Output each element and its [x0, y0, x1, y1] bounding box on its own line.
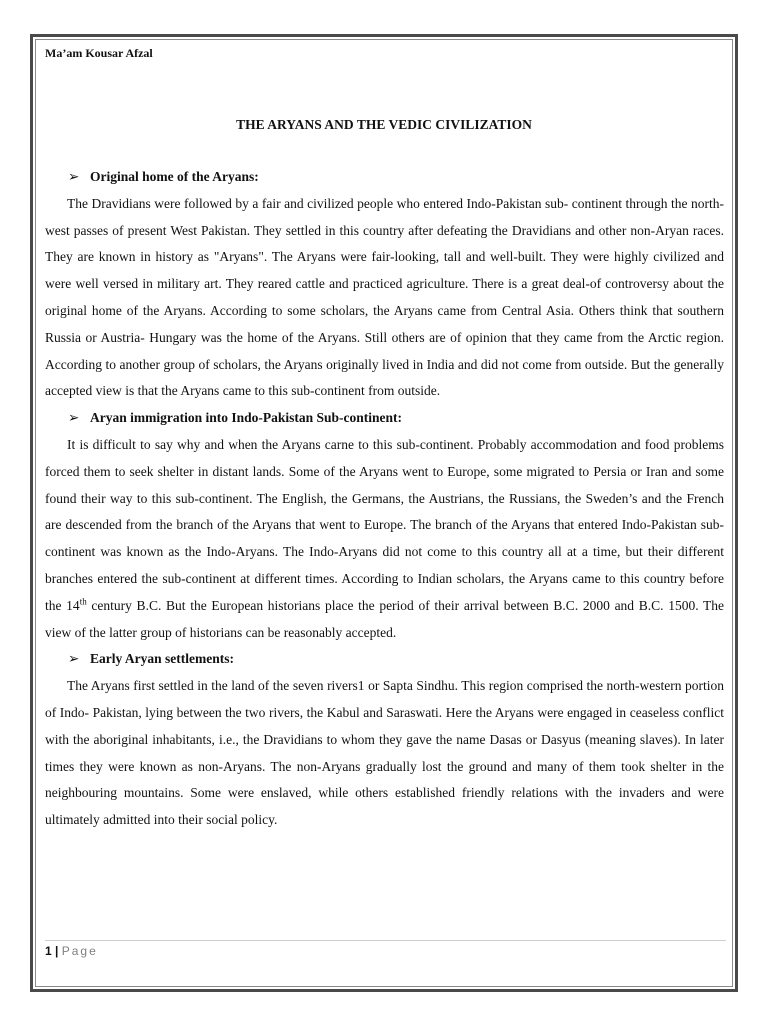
section-heading	[45, 164, 724, 191]
section-heading	[45, 646, 724, 673]
document-title: THE ARYANS AND THE VEDIC CIVILIZATION	[236, 117, 532, 132]
section-heading-text: Original home of the Aryans:	[90, 169, 259, 184]
arrow-bullet-icon: ➢	[68, 169, 80, 184]
page-label: Page	[61, 944, 98, 958]
paragraph-text: It is difficult to say why and when the Aryans carne to this sub-continent. Probably accommodation and food problems forced them to seek shelter in distant lands. Some of the Aryans went to Europe, some migrated to Persia or Iran and some found their way to this sub-continent. The English, the Germans, the Austrians, the Russians, the Sweden’s and the French are descended from the branch of the Aryans that went to Europe. The branch of the Aryans that entered Indo-Pakistan sub-continent was known as the Indo-Aryans. The Indo-Aryans did not come to this country all at a time, but their different branches entered the sub-continent at different times. According to Indian scholars, the Aryans came to this country before the 14	[45, 436, 724, 613]
section-heading-text: Early Aryan settlements:	[90, 651, 234, 667]
section-heading	[45, 405, 724, 432]
section-paragraph: The Dravidians were followed by a fair and civilized people who entered Indo-Pakistan sub- continent through the north-west passes of present West Pakistan. They settled in this country after defeating the Dravidians and other non-Aryan races. They are known in history as "Aryans". The Aryans were fair-looking, tall and well-built. They were highly civilized and were well versed in military art. They reared cattle and practiced agriculture. There is a great deal-of controversy about the original home of the Aryans. According to some scholars, the Aryans came from Central Asia. Others think that southern Russia or Austria- Hungary was the home of the Aryans. Still others are of opinion that they came from the Arctic region. According to another group of scholars, the Aryans originally lived in India and did not come from outside. But the generally accepted view is that the Aryans came to this sub-continent from outside.	[45, 195, 724, 399]
paragraph-text: century B.C. But the European historians place the period of their arrival between B.C. 2000 and B.C. 1500. The view of the latter group of historians can be reasonably accepted.	[45, 597, 724, 640]
section-paragraph	[45, 432, 724, 646]
footer-divider	[45, 940, 726, 941]
author-name: Ma’am Kousar Afzal	[45, 46, 153, 60]
arrow-bullet-icon: ➢	[68, 651, 80, 667]
section-paragraph: The Aryans first settled in the land of the seven rivers1 or Sapta Sindhu. This region comprised the north-western portion of Indo- Pakistan, lying between the two rivers, the Kabul and Saraswati. Here the Aryans were engaged in ceaseless conflict with the aboriginal inhabitants, i.e., the Dravidians to whom they gave the name Dasas or Dasyus (meaning slaves). In later times they were known as non-Aryans. The non-Aryans gradually lost the ground and many of them took shelter in the neighbouring mountains. Some were enslaved, while others established friendly relations with the invaders and were ultimately admitted into their social policy.	[45, 678, 724, 828]
arrow-bullet-icon: ➢	[68, 410, 80, 426]
superscript: th	[79, 596, 87, 607]
section-heading-text: Aryan immigration into Indo-Pakistan Sub-continent:	[90, 410, 403, 426]
page-footer	[45, 944, 98, 958]
document-body	[45, 164, 724, 834]
page-separator: |	[51, 944, 62, 958]
page-number: 1	[45, 944, 52, 958]
